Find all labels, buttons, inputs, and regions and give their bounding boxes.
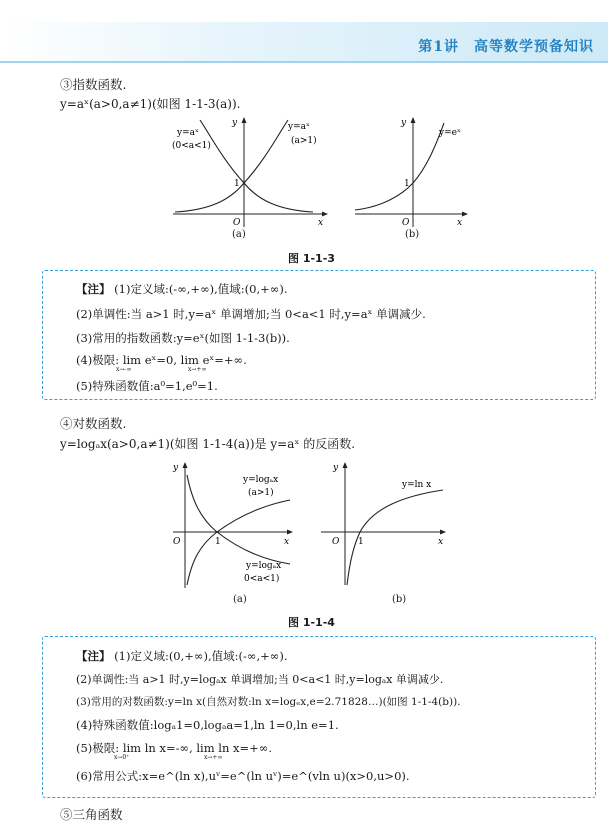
section-heading-exp: ③指数函数. — [60, 77, 127, 92]
label-left-cond: (0<a<1) — [172, 141, 211, 151]
intercept-label: 1 — [404, 179, 410, 189]
x-arrow-icon — [322, 212, 328, 217]
y-arrow-icon — [183, 462, 188, 468]
chapter-title: 第1讲 高等数学预备知识 — [418, 39, 594, 55]
figure-1-1-3a — [170, 115, 330, 240]
y-label: y — [333, 463, 339, 473]
log-definition: y=logₐx(a>0,a≠1)(如图 1-1-4(a))是 y=aˣ 的反函数. — [60, 437, 356, 451]
origin-label: O — [402, 218, 410, 228]
lim-sub-1: x→0⁺ — [114, 754, 130, 761]
x-arrow-icon — [287, 530, 293, 535]
x-label: x — [318, 218, 324, 228]
y-arrow-icon — [343, 462, 348, 468]
intercept-label: 1 — [358, 537, 364, 547]
y-arrow-icon — [411, 117, 416, 123]
section-heading-log: ④对数函数. — [60, 416, 127, 431]
x-arrow-icon — [440, 530, 446, 535]
note-log-line-2: (2)单调性:当 a>1 时,y=logₐx 单调增加;当 0<a<1 时,y=logₐx 单调减少. — [76, 673, 444, 686]
section-heading-trig: ⑤三角函数 — [60, 807, 123, 822]
note-log-line-1: 【注】 (1)定义域:(0,+∞),值域:(-∞,+∞). — [76, 649, 288, 663]
label-bottom-cond: 0<a<1) — [244, 574, 280, 584]
sub-label-a: (a) — [233, 594, 247, 605]
label-top-cond: (a>1) — [248, 488, 274, 498]
x-arrow-icon — [462, 212, 468, 217]
note-exp-line-2: (2)单调性:当 a>1 时,y=aˣ 单调增加;当 0<a<1 时,y=aˣ 单调减少. — [76, 307, 426, 321]
x-label: x — [438, 537, 444, 547]
lim-sub-2: x→+∞ — [204, 754, 223, 761]
label-left: y=aˣ — [177, 128, 199, 138]
x-label: x — [457, 218, 463, 228]
y-label: y — [232, 118, 238, 128]
note-exp-line-3: (3)常用的指数函数:y=eˣ(如图 1-1-3(b)). — [76, 331, 290, 345]
y-label: y — [173, 463, 179, 473]
curve-log-a-lt-1 — [187, 475, 290, 564]
lim-sub-1: x→-∞ — [116, 366, 132, 373]
y-label: y — [401, 118, 407, 128]
note-log-line-4: (4)特殊函数值:logₐ1=0,logₐa=1,ln 1=0,ln e=1. — [76, 718, 339, 732]
intercept-label: 1 — [215, 537, 221, 547]
origin-label: O — [332, 537, 340, 547]
note-log-line-5: (5)极限: lim ln x=-∞, lim ln x=+∞. — [76, 741, 273, 755]
note-exp-line-5: (5)特殊函数值:a⁰=1,e⁰=1. — [76, 379, 218, 393]
sub-label-b: (b) — [392, 594, 407, 605]
note-exp-line-4: (4)极限: lim eˣ=0, lim eˣ=+∞. — [76, 353, 247, 367]
sub-label-a: (a) — [232, 229, 246, 240]
sub-label-b: (b) — [405, 229, 420, 240]
figure-1-1-4b — [318, 460, 453, 590]
figure-1-1-4a — [170, 460, 300, 590]
intercept-label: 1 — [234, 179, 240, 189]
label-bottom: y=logₐx — [246, 561, 282, 571]
label-right: y=aˣ — [288, 122, 310, 132]
note-log-line-6: (6)常用公式:x=e^(ln x),uᵛ=e^(ln uᵛ)=e^(vln u)(x>0,u>0). — [76, 769, 410, 783]
x-label: x — [284, 537, 290, 547]
curve-log-a-gt-1 — [187, 500, 290, 585]
label-ex: y=eˣ — [439, 128, 461, 138]
note-log-line-3: (3)常用的对数函数:y=ln x(自然对数:ln x=logₑx,e=2.71828…)(如图 1-1-4(b)). — [76, 696, 461, 708]
origin-label: O — [233, 218, 241, 228]
label-top: y=logₐx — [243, 475, 279, 485]
lim-sub-2: x→+∞ — [188, 366, 207, 373]
figure-caption-1-1-4: 图 1-1-4 — [288, 616, 335, 629]
curve-e-x — [355, 123, 444, 210]
figure-1-1-3b — [352, 115, 477, 240]
label-ln: y=ln x — [402, 480, 432, 490]
label-right-cond: (a>1) — [291, 136, 317, 146]
curve-a-lt-1 — [200, 120, 313, 212]
figure-caption-1-1-3: 图 1-1-3 — [288, 252, 335, 265]
origin-label: O — [173, 537, 181, 547]
exp-definition: y=aˣ(a>0,a≠1)(如图 1-1-3(a)). — [60, 97, 241, 111]
note-exp-line-1: 【注】 (1)定义域:(-∞,+∞),值域:(0,+∞). — [76, 282, 288, 296]
y-arrow-icon — [242, 117, 247, 123]
